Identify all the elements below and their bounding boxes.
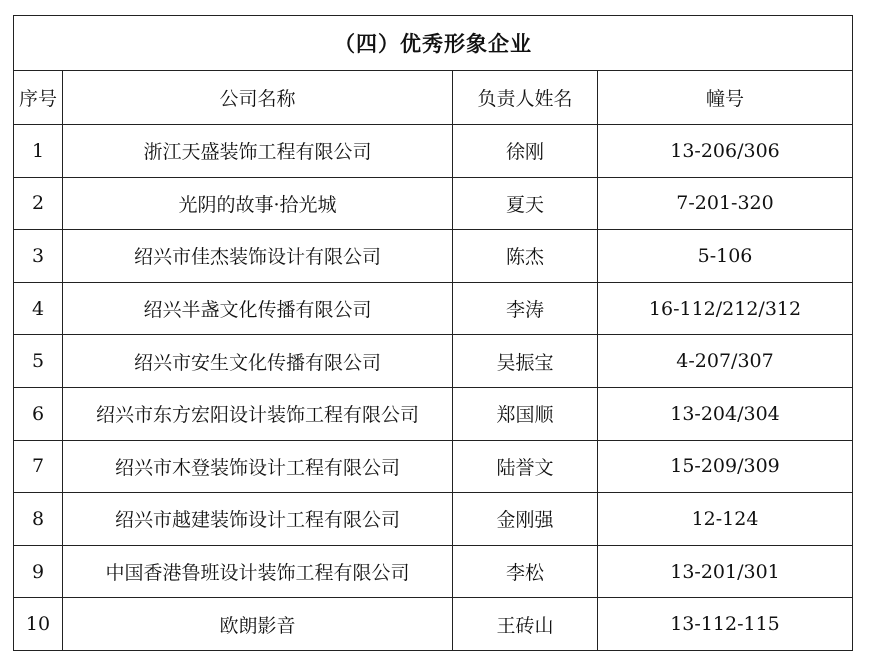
header-person: 负责人姓名 bbox=[453, 71, 598, 125]
cell-room: 13-204/304 bbox=[598, 387, 853, 440]
cell-no: 5 bbox=[14, 335, 63, 388]
cell-no: 2 bbox=[14, 177, 63, 230]
table-row bbox=[14, 230, 853, 283]
cell-company: 中国香港鲁班设计装饰工程有限公司 bbox=[63, 545, 453, 598]
table-title: （四）优秀形象企业 bbox=[14, 16, 853, 71]
cell-room: 13-112-115 bbox=[598, 598, 853, 651]
cell-room: 15-209/309 bbox=[598, 440, 853, 493]
cell-no: 7 bbox=[14, 440, 63, 493]
cell-no: 6 bbox=[14, 387, 63, 440]
cell-room: 7-201-320 bbox=[598, 177, 853, 230]
table-row bbox=[14, 282, 853, 335]
cell-person: 王砖山 bbox=[453, 598, 598, 651]
cell-company: 绍兴市木登装饰设计工程有限公司 bbox=[63, 440, 453, 493]
cell-company: 绍兴半盏文化传播有限公司 bbox=[63, 282, 453, 335]
cell-company: 欧朗影音 bbox=[63, 598, 453, 651]
table-row bbox=[14, 493, 853, 546]
cell-person: 陆誉文 bbox=[453, 440, 598, 493]
header-room: 幢号 bbox=[598, 71, 853, 125]
cell-person: 夏天 bbox=[453, 177, 598, 230]
title-row bbox=[14, 16, 853, 71]
cell-company: 光阴的故事·拾光城 bbox=[63, 177, 453, 230]
cell-company: 绍兴市越建装饰设计工程有限公司 bbox=[63, 493, 453, 546]
table-row bbox=[14, 177, 853, 230]
cell-room: 16-112/212/312 bbox=[598, 282, 853, 335]
cell-person: 金刚强 bbox=[453, 493, 598, 546]
cell-person: 陈杰 bbox=[453, 230, 598, 283]
cell-room: 5-106 bbox=[598, 230, 853, 283]
excellent-enterprises-table bbox=[13, 15, 853, 651]
cell-no: 8 bbox=[14, 493, 63, 546]
cell-person: 徐刚 bbox=[453, 125, 598, 178]
cell-company: 绍兴市佳杰装饰设计有限公司 bbox=[63, 230, 453, 283]
table-body bbox=[14, 16, 853, 651]
cell-company: 绍兴市安生文化传播有限公司 bbox=[63, 335, 453, 388]
cell-room: 13-201/301 bbox=[598, 545, 853, 598]
cell-room: 4-207/307 bbox=[598, 335, 853, 388]
cell-no: 3 bbox=[14, 230, 63, 283]
cell-person: 李涛 bbox=[453, 282, 598, 335]
cell-no: 4 bbox=[14, 282, 63, 335]
cell-person: 郑国顺 bbox=[453, 387, 598, 440]
header-company: 公司名称 bbox=[63, 71, 453, 125]
header-row bbox=[14, 71, 853, 125]
table-row bbox=[14, 387, 853, 440]
table-row bbox=[14, 545, 853, 598]
header-no: 序号 bbox=[14, 71, 63, 125]
cell-no: 1 bbox=[14, 125, 63, 178]
cell-no: 9 bbox=[14, 545, 63, 598]
table-row bbox=[14, 440, 853, 493]
cell-person: 吴振宝 bbox=[453, 335, 598, 388]
cell-room: 13-206/306 bbox=[598, 125, 853, 178]
cell-room: 12-124 bbox=[598, 493, 853, 546]
cell-company: 绍兴市东方宏阳设计装饰工程有限公司 bbox=[63, 387, 453, 440]
cell-no: 10 bbox=[14, 598, 63, 651]
table-row bbox=[14, 125, 853, 178]
cell-company: 浙江天盛装饰工程有限公司 bbox=[63, 125, 453, 178]
table-row bbox=[14, 598, 853, 651]
table-row bbox=[14, 335, 853, 388]
cell-person: 李松 bbox=[453, 545, 598, 598]
